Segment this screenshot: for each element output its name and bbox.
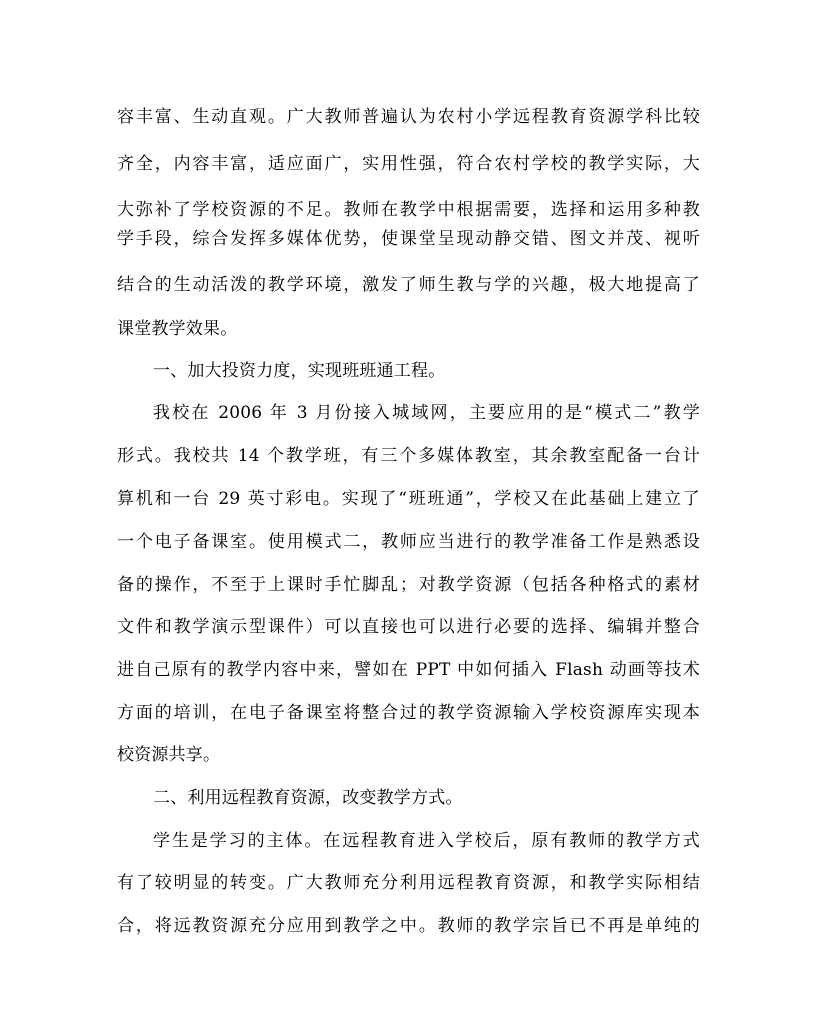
paragraph-line: 容丰富、生动直观。广大教师普遍认为农村小学远程教育资源学科比较 <box>117 107 700 127</box>
paragraph-line: 学手段，综合发挥多媒体优势，使课堂呈现动静交错、图文并茂、视听 <box>117 229 700 249</box>
paragraph-line: 一个电子备课室。使用模式二，教师应当进行的教学准备工作是熟悉设 <box>117 532 700 552</box>
paragraph-line: 有了较明显的转变。广大教师充分利用远程教育资源，和教学实际相结 <box>117 873 700 893</box>
paragraph-line: 我校在 2006 年 3 月份接入城域网，主要应用的是“模式二”教学 <box>153 403 700 423</box>
paragraph-line: 合，将远教资源充分应用到教学之中。教师的教学宗旨已不再是单纯的 <box>117 916 700 936</box>
paragraph-line: 学生是学习的主体。在远程教育进入学校后，原有教师的教学方式 <box>153 831 700 851</box>
paragraph-line: 课堂教学效果。 <box>117 319 238 339</box>
paragraph-line: 方面的培训，在电子备课室将整合过的教学资源输入学校资源库实现本 <box>117 703 700 723</box>
paragraph-line: 进自己原有的教学内容中来，譬如在 PPT 中如何插入 Flash 动画等技术 <box>117 660 700 680</box>
paragraph-line: 齐全，内容丰富，适应面广，实用性强，符合农村学校的教学实际，大 <box>117 154 700 174</box>
paragraph-line: 结合的生动活泼的教学环境，激发了师生教与学的兴趣，极大地提高了 <box>117 275 700 295</box>
paragraph-line: 大弥补了学校资源的不足。教师在教学中根据需要，选择和运用多种教 <box>117 200 700 220</box>
paragraph-line: 形式。我校共 14 个教学班，有三个多媒体教室，其余教室配备一台计 <box>117 446 700 466</box>
section-heading: 一、加大投资力度，实现班班通工程。 <box>153 361 446 381</box>
paragraph-line: 算机和一台 29 英寸彩电。实现了“班班通”，学校又在此基础上建立了 <box>117 489 700 509</box>
paragraph-line: 校资源共享。 <box>117 745 221 765</box>
section-heading: 二、利用远程教育资源，改变教学方式。 <box>153 788 463 808</box>
paragraph-line: 文件和教学演示型课件）可以直接也可以进行必要的选择、编辑并整合 <box>117 617 700 637</box>
paragraph-line: 备的操作，不至于上课时手忙脚乱；对教学资源（包括各种格式的素材 <box>117 575 700 595</box>
